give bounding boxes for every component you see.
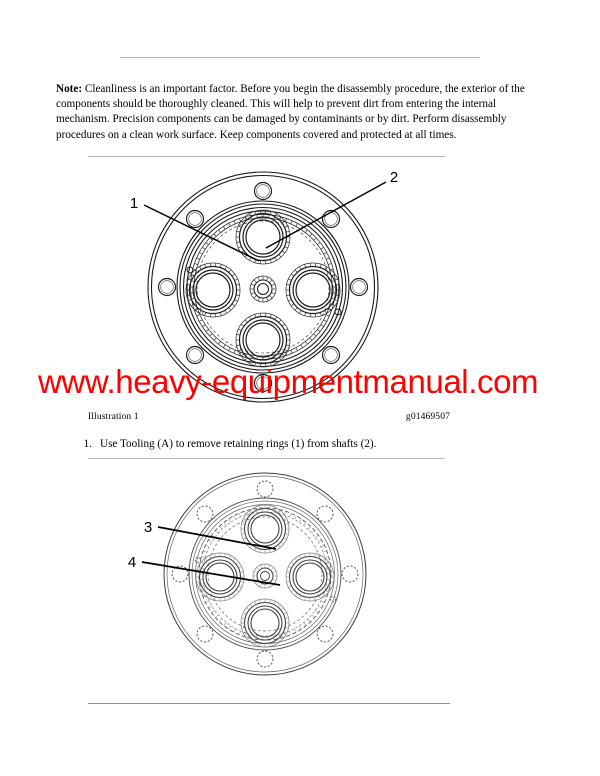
illustration-2-graphic bbox=[128, 465, 418, 690]
callout-label-3: 3 bbox=[143, 519, 153, 536]
note-label: Note: bbox=[56, 83, 83, 95]
note-body: Cleanliness is an important factor. Before you begin the disassembly procedure, the exterior of the components should be thoroughly cleaned. This will help to prevent dirt from entering the internal mechanism. Precision components can be damaged by contaminants or by dirt. Perform disassembly procedures on a clean work surface. Keep components covered and protected at all times. bbox=[56, 83, 525, 141]
note-divider bbox=[88, 156, 445, 157]
note-block bbox=[56, 82, 548, 143]
illustration-graphic-id: g01469507 bbox=[405, 411, 450, 422]
step-list-item bbox=[70, 437, 500, 452]
callout-label-2: 2 bbox=[389, 169, 399, 186]
header-divider bbox=[120, 57, 480, 58]
callout-3-leader bbox=[158, 527, 276, 549]
illustration-caption: Illustration 1 bbox=[88, 411, 139, 422]
step-divider bbox=[88, 458, 445, 459]
callout-label-4: 4 bbox=[128, 554, 137, 571]
callout-leaders bbox=[144, 182, 386, 261]
callout-label-1: 1 bbox=[129, 195, 139, 212]
footer-divider bbox=[88, 703, 450, 704]
step-text: Use Tooling (A) to remove retaining rings (1) from shafts (2). bbox=[100, 438, 377, 450]
watermark-url: www.heavy-equipmentmanual.com bbox=[38, 363, 539, 400]
step-number: 1. bbox=[83, 438, 92, 450]
illustration-1-caption-row bbox=[88, 411, 450, 422]
